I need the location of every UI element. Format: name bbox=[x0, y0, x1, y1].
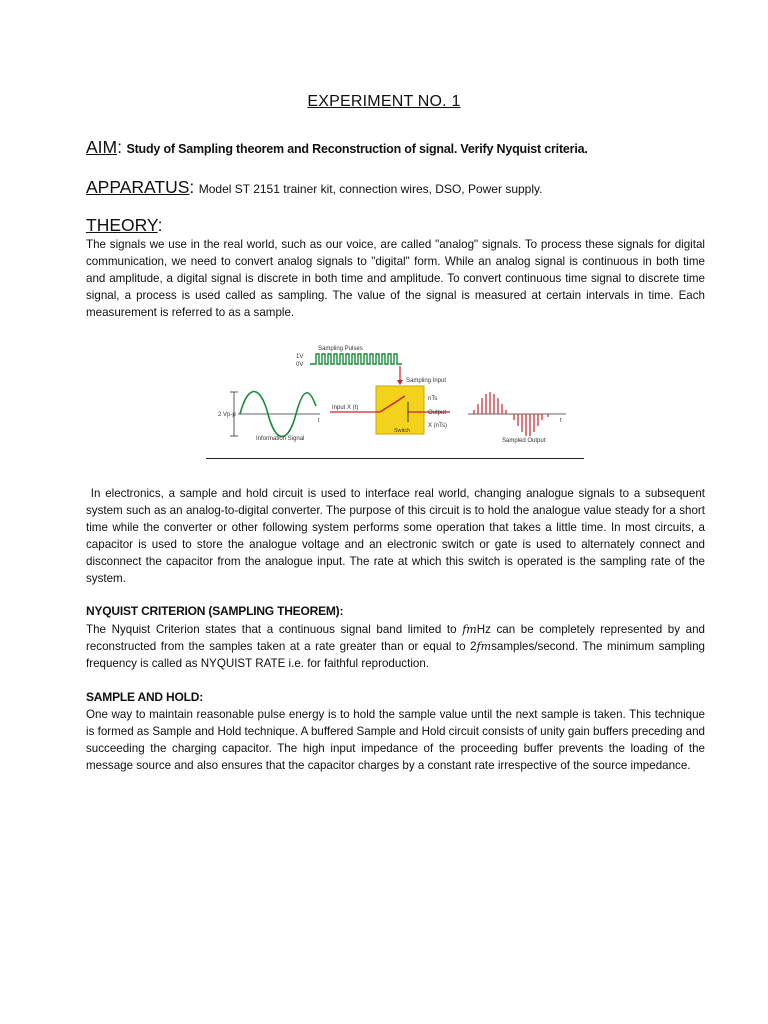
aim-label: AIM bbox=[86, 137, 118, 157]
theory-paragraph-2 bbox=[86, 486, 705, 587]
nyquist-text-3: samples/second. The minimum sampling frequency is called as NYQUIST RATE i.e. for faithful reproduction. bbox=[86, 639, 706, 670]
apparatus-line bbox=[86, 177, 706, 198]
label-information-signal: Information Signal bbox=[256, 436, 305, 442]
aim-line bbox=[86, 137, 706, 158]
sampling-diagram bbox=[218, 340, 572, 452]
experiment-title: EXPERIMENT NO. 1 bbox=[307, 93, 461, 110]
label-t-input: t bbox=[318, 418, 320, 424]
label-sampling-pulses: Sampling Pulses bbox=[318, 346, 363, 352]
nyquist-heading: NYQUIST CRITERION (SAMPLING THEOREM): bbox=[86, 604, 344, 618]
theory-heading bbox=[86, 215, 706, 236]
apparatus-label: APPARATUS bbox=[86, 177, 190, 197]
label-nts: nTs bbox=[428, 396, 438, 402]
nyquist-text-2: Hz can be completely represented by and reconstructed from the samples taken at a rate greater than or equal to 2 bbox=[86, 623, 705, 653]
theory-paragraph-1: The signals we use in the real world, such as our voice, are called "analog" signals. To process these signals for digital communication, we need to convert analog signals to "digital" form. While an analog signal is continuous in both time and amplitude, a digital signal is discrete in both time and amplitude. To convert continuous time signal to discrete time signal, a process is used called as sampling. The value of the signal is measured at certain intervals in time. Each measurement is referred to as a sample. bbox=[86, 238, 705, 319]
apparatus-colon: : bbox=[189, 177, 195, 197]
pulse-train bbox=[310, 354, 402, 364]
aim-colon: : bbox=[117, 137, 122, 157]
label-input-x: Input X (t) bbox=[332, 405, 359, 411]
fm-symbol-2: fm bbox=[476, 639, 492, 653]
figure-divider bbox=[206, 458, 584, 459]
label-t-output: t bbox=[560, 418, 562, 424]
theory-label: THEORY bbox=[86, 215, 158, 235]
fm-symbol: fm bbox=[462, 623, 477, 636]
label-sampling-input: Sampling Input bbox=[406, 378, 447, 384]
sample-hold-heading: SAMPLE AND HOLD: bbox=[86, 690, 204, 704]
label-sampled-output: Sampled Output bbox=[502, 438, 546, 444]
nyquist-paragraph bbox=[86, 622, 705, 673]
label-amplitude: 2 Vp-p bbox=[218, 412, 236, 418]
theory-colon: : bbox=[157, 215, 163, 235]
pulse-arrow-head bbox=[397, 380, 403, 385]
nyquist-text-1: The Nyquist Criterion states that a continuous signal band limited to bbox=[86, 623, 463, 636]
sample-hold-paragraph: One way to maintain reasonable pulse energy is to hold the sample value until the next sample is taken. This technique is formed as Sample and Hold technique. A buffered Sample and Hold circuit consists of unity gain buffers preceding and succeeding the charging capacitor. The high input impedance of the proceeding buffer prevents the loading of the message source and also ensures that the capacitor charges by a constant rate irrespective of the source impedance. bbox=[86, 708, 705, 772]
apparatus-text: Model ST 2151 trainer kit, connection wires, DSO, Power supply. bbox=[198, 182, 543, 196]
aim-text: Study of Sampling theorem and Reconstruction of signal. Verify Nyquist criteria. bbox=[126, 142, 588, 156]
label-switch: Switch bbox=[394, 428, 411, 434]
label-0v: 0V bbox=[296, 362, 304, 368]
label-1v: 1V bbox=[296, 354, 304, 360]
theory-paragraph-2-text: In electronics, a sample and hold circuit is used to interface real world, changing analogue signals to a subsequent system such as an analog-to-digital converter. The purpose of this circuit is to hold the analogue value steady for a short time while the converter or other following system performs some operation that takes a little time. In most circuits, a capacitor is used to store the analogue voltage and an electronic switch or gate is used to alternately connect and disconnect the capacitor from the analogue input. The rate at which this switch is operated is the sampling rate of the system. bbox=[86, 487, 705, 585]
label-output: Output bbox=[428, 410, 447, 416]
label-x-nts: X (nTs) bbox=[428, 423, 448, 429]
